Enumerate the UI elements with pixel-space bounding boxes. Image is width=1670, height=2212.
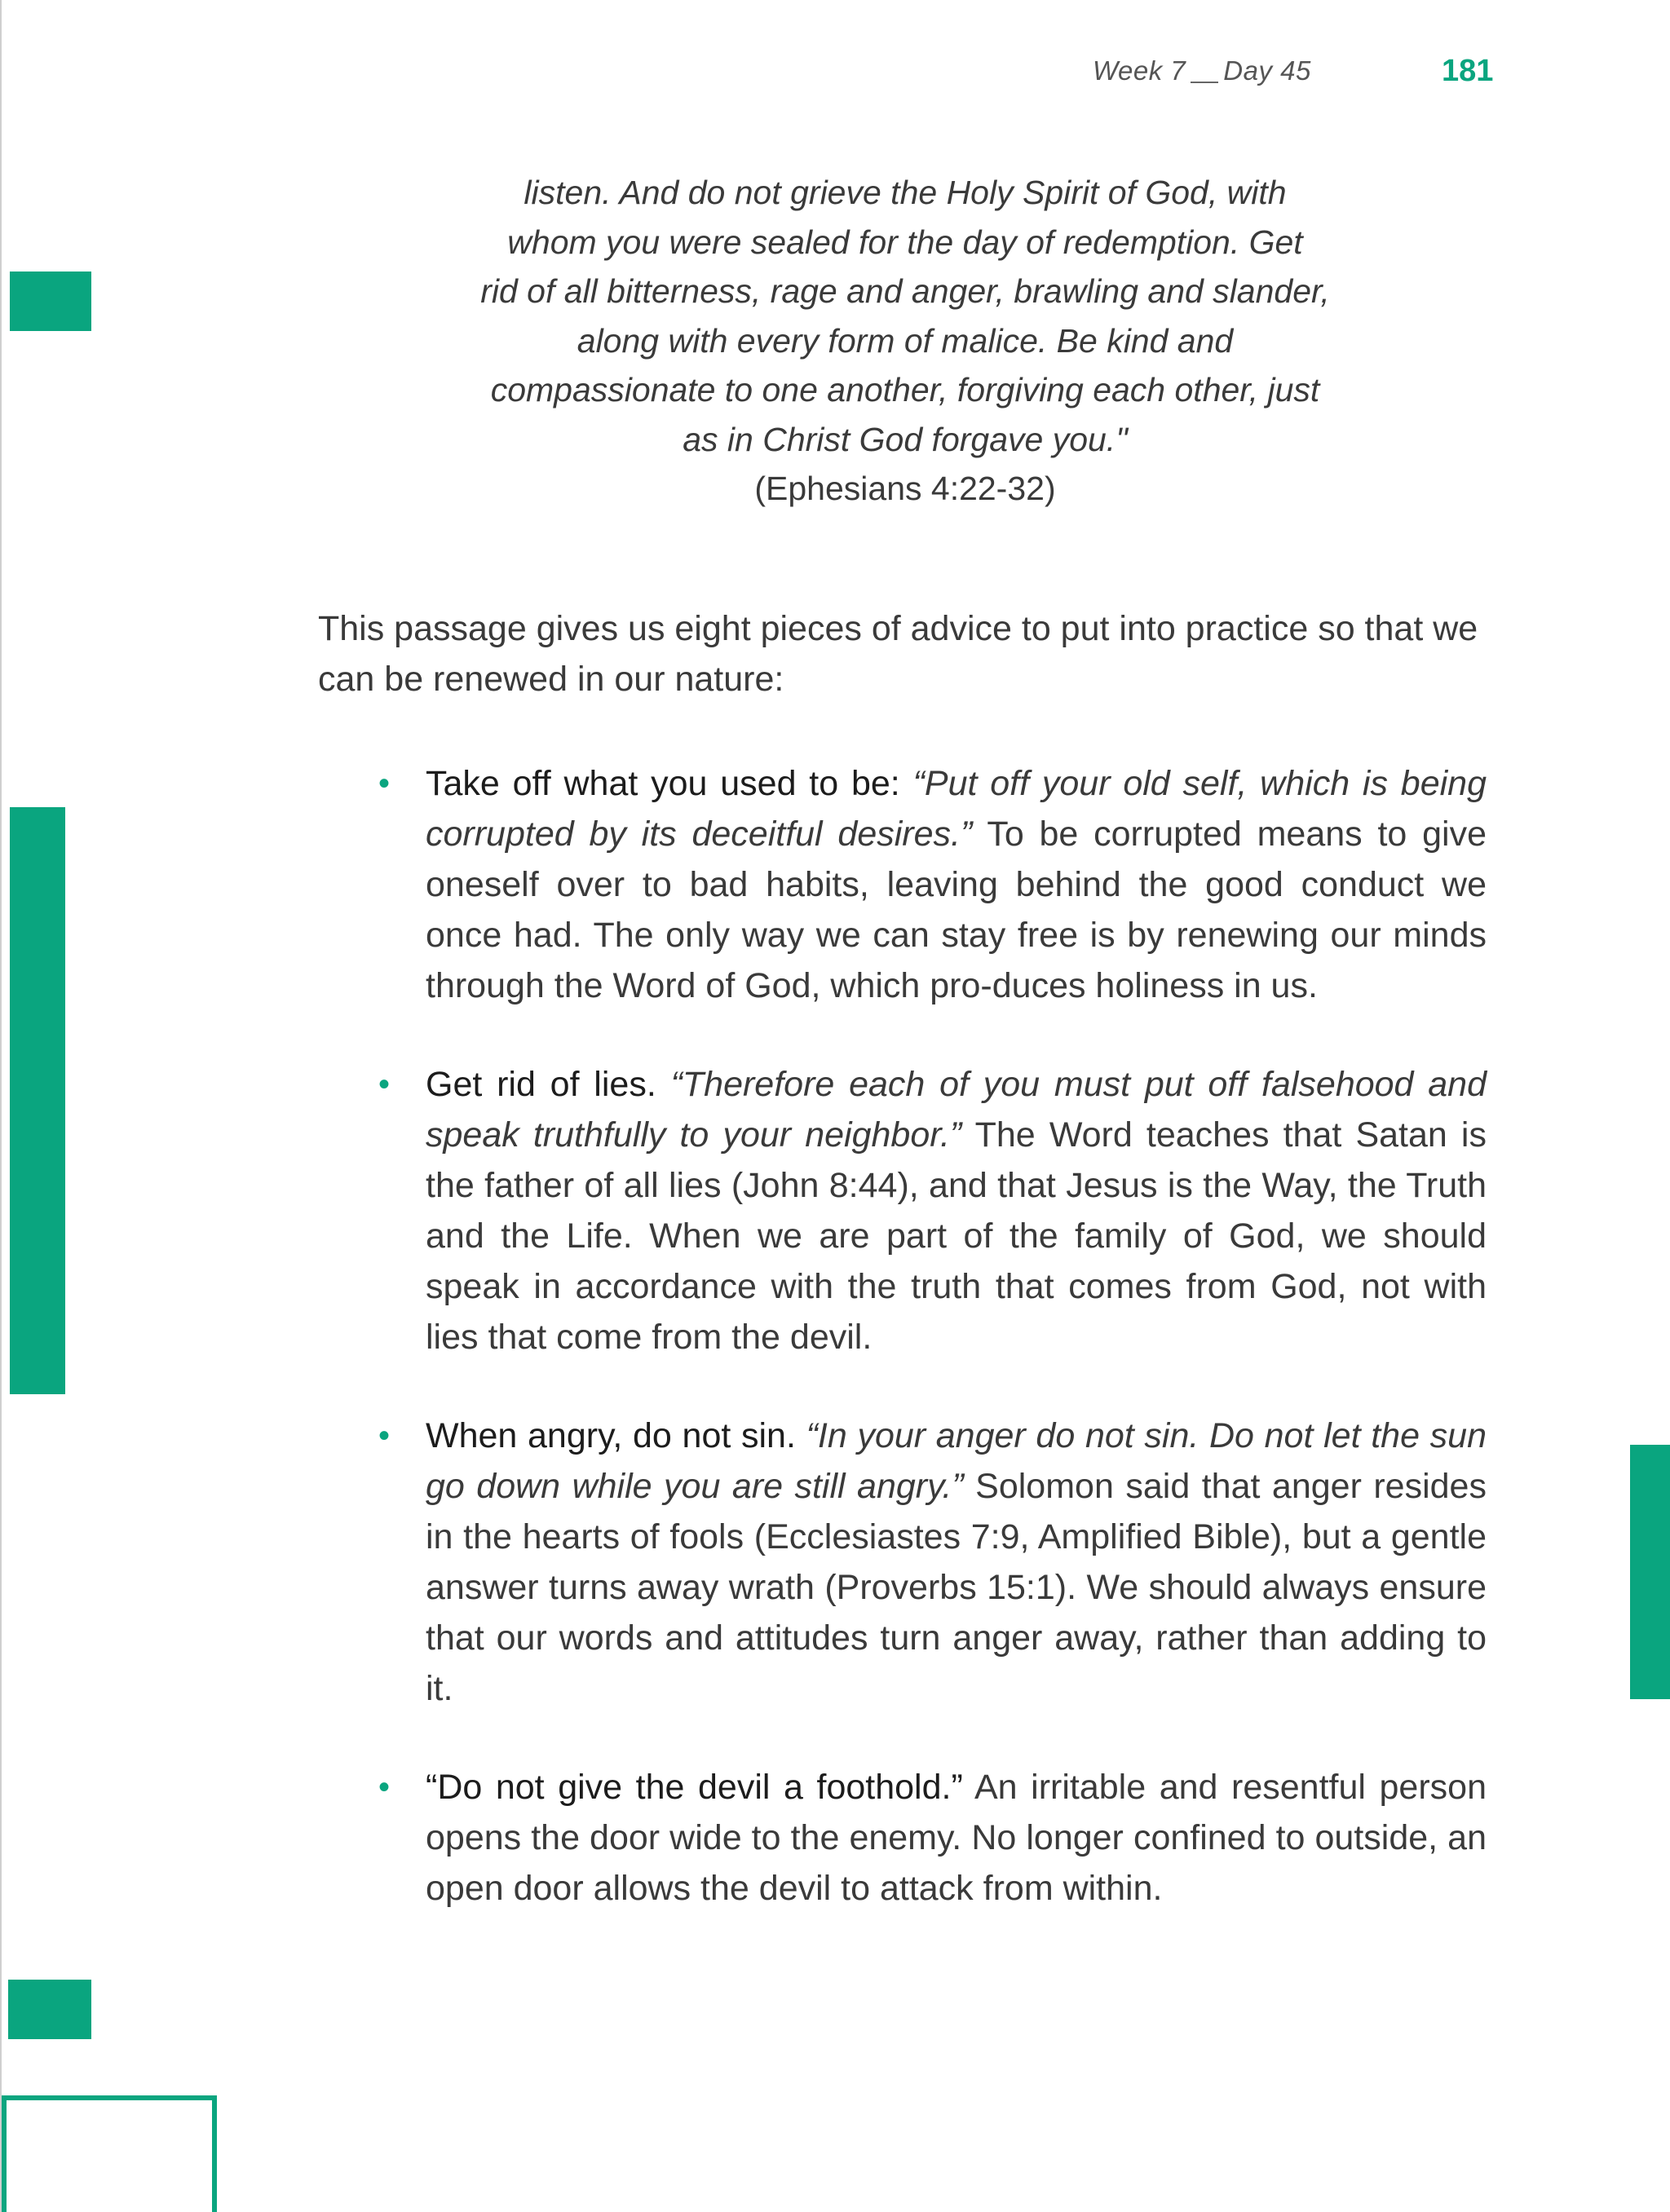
list-item	[375, 758, 1487, 1011]
point-quote: “Therefore each of you must put off falsehood and speak truthfully to your neighbor.”	[426, 1065, 1487, 1155]
point-heading: Take off what you used to be:	[426, 764, 913, 803]
point-body: Solomon said that anger resides in the hearts of fools (Ecclesiastes 7:9, Amplified Bible), but a gentle answer turns away wrath (Proverbs 15:1). We should always ensure that our words and attitudes turn anger away, rather than adding to it.	[426, 1467, 1487, 1708]
week-label: Week 7	[1093, 55, 1186, 86]
index-tab-outline	[2, 2095, 217, 2212]
index-tab-top-left	[10, 272, 91, 331]
point-quote: “In your anger do not sin. Do not let the sun go down while you are still angry.”	[426, 1416, 1487, 1506]
point-heading: Get rid of lies.	[426, 1065, 671, 1104]
day-label: Day 45	[1223, 55, 1311, 86]
index-tab-right	[1630, 1445, 1670, 1699]
list-item	[375, 1059, 1487, 1362]
list-item	[375, 1762, 1487, 1914]
quote-line: as in Christ God forgave you."	[683, 420, 1128, 458]
point-heading: “Do not give the devil a foothold.”	[426, 1768, 963, 1807]
intro-paragraph: This passage gives us eight pieces of advice to put into practice so that we can be renewed in our nature:	[318, 609, 1478, 699]
point-body: An irritable and resentful person opens the door wide to the enemy. No longer confined to outside, an open door allows the devil to attack from within.	[426, 1768, 1487, 1908]
index-tab-bottom-left	[8, 1980, 91, 2039]
index-tab-mid-left	[10, 807, 65, 1394]
quote-line: compassionate to one another, forgiving each other, just	[490, 371, 1320, 408]
bullet-icon: •	[378, 1418, 391, 1454]
scripture-reference: (Ephesians 4:22-32)	[754, 470, 1056, 507]
scripture-quote	[412, 168, 1398, 514]
point-quote: “Put off your old self, which is being corrupted by its deceitful desires.”	[426, 764, 1487, 854]
quote-line: listen. And do not grieve the Holy Spirit of God, with	[524, 174, 1287, 211]
page-number: 181	[1442, 54, 1494, 88]
point-heading: When angry, do not sin.	[426, 1416, 806, 1455]
header-separator	[1191, 82, 1218, 83]
point-body: The Word teaches that Satan is the father of all lies (John 8:44), and that Jesus is the Way, the Truth and the Life. When we are part of the family of God, we should speak in accordance with the truth that comes from God, not with lies that come from the devil.	[426, 1115, 1487, 1357]
bullet-icon: •	[378, 1066, 391, 1102]
quote-line: along with every form of malice. Be kind and	[577, 321, 1234, 360]
list-item	[375, 1411, 1487, 1714]
bullet-icon: •	[378, 1769, 391, 1805]
quote-line: rid of all bitterness, rage and anger, brawling and slander,	[480, 272, 1330, 310]
advice-list	[375, 758, 1487, 1962]
page-edge	[0, 0, 2, 2212]
bullet-icon: •	[378, 766, 391, 801]
quote-line: whom you were sealed for the day of redemption. Get	[507, 223, 1303, 261]
running-header	[1093, 55, 1311, 86]
point-body: To be corrupted means to give oneself over to bad habits, leaving behind the good conduct we once had. The only way we can stay free is by renewing our minds through the Word of God, which pro-duces holiness in us.	[426, 815, 1487, 1005]
